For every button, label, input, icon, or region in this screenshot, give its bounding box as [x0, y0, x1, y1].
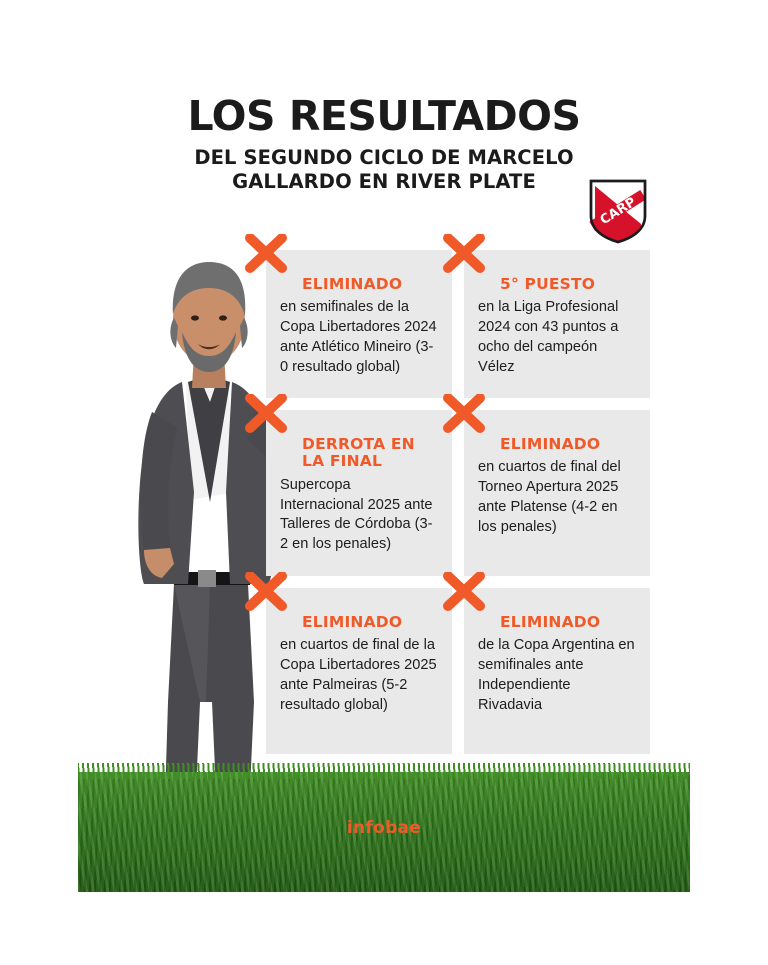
grass-blades	[78, 763, 690, 779]
results-row-3	[266, 588, 650, 754]
result-card-body: de la Copa Argentina en semifinales ante Independiente Rivadavia	[478, 637, 635, 713]
river-plate-crest-icon	[588, 178, 648, 244]
cross-mark-icon	[442, 234, 486, 274]
results-row-2	[266, 410, 650, 576]
cross-mark-icon	[442, 572, 486, 612]
result-card-body: en la Liga Profesional 2024 con 43 puntos a ocho del campeón Vélez	[478, 299, 619, 375]
result-card-heading: ELIMINADO	[500, 613, 601, 631]
header	[0, 92, 768, 195]
result-card-heading: ELIMINADO	[302, 613, 403, 631]
svg-text:CARP: CARP	[597, 194, 639, 229]
result-card-heading: DERROTA EN LA FINAL	[302, 435, 415, 471]
result-card	[266, 410, 452, 576]
cross-mark-icon	[244, 572, 288, 612]
result-card	[464, 588, 650, 754]
page-subtitle	[0, 146, 768, 195]
result-card-body: Supercopa Internacional 2025 ante Talleres de Córdoba (3-2 en los penales)	[280, 476, 433, 553]
cross-mark-icon	[244, 234, 288, 274]
result-card-heading: ELIMINADO	[500, 435, 601, 453]
result-card-body: en semifinales de la Copa Libertadores 2024 ante Atlético Mineiro (3-0 resultado global)	[280, 299, 437, 375]
result-card	[266, 588, 452, 754]
infobae-watermark: infobae	[346, 818, 422, 838]
result-card-heading: ELIMINADO	[302, 275, 403, 293]
result-card-heading: 5° PUESTO	[500, 275, 596, 293]
page-subtitle-line2: GALLARDO EN RIVER PLATE	[232, 170, 536, 194]
result-card-body: en cuartos de final de la Copa Libertadores 2025 ante Palmeiras (5-2 resultado global)	[280, 637, 437, 713]
cross-mark-icon	[442, 394, 486, 434]
result-card	[266, 250, 452, 398]
page-subtitle-line1: DEL SEGUNDO CICLO DE MARCELO	[194, 145, 574, 169]
page-title: LOS RESULTADOS	[187, 92, 581, 140]
results-row-1	[266, 250, 650, 398]
cross-mark-icon	[244, 394, 288, 434]
result-card	[464, 410, 650, 576]
grass-strip	[78, 772, 690, 892]
result-card-body: en cuartos de final del Torneo Apertura 2025 ante Platense (4-2 en los penales)	[478, 459, 621, 535]
results-grid	[266, 250, 650, 766]
result-card	[464, 250, 650, 398]
